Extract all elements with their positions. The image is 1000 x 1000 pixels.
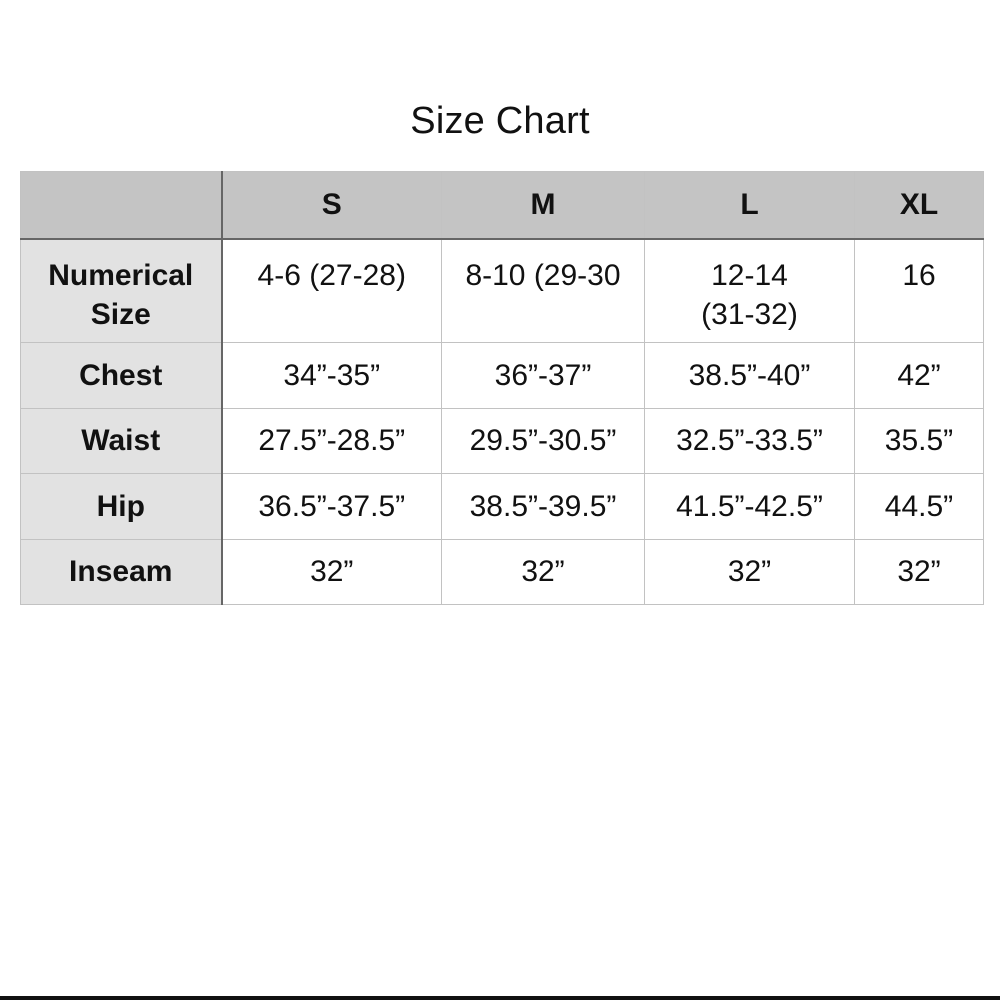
table-row-waist [21,408,984,474]
table-cell: 41.5”-42.5” [645,474,855,540]
corner-cell [21,172,222,239]
table-cell: 35.5” [855,408,984,474]
row-header-chest: Chest [21,343,222,409]
cell-line: 4-6 (27-28) [257,258,406,292]
table-cell: 36.5”-37.5” [222,474,442,540]
table-cell: 32” [442,539,645,605]
page-title: Size Chart [410,100,590,142]
table-cell [645,239,855,343]
row-header-line: Numerical [48,258,194,292]
table-cell: 32” [645,539,855,605]
table-cell: 32” [222,539,442,605]
header-row [21,172,984,239]
row-header-inseam: Inseam [21,539,222,605]
cell-line: 12-14 [711,258,788,292]
size-chart-table [20,171,984,605]
column-header-s: S [222,172,442,239]
row-header-waist: Waist [21,408,222,474]
table-cell [442,239,645,343]
table-cell: 38.5”-39.5” [442,474,645,540]
table-cell: 44.5” [855,474,984,540]
table-cell: 36”-37” [442,343,645,409]
table-row-inseam [21,539,984,605]
table-cell: 32” [855,539,984,605]
row-header-line: Size [90,297,151,331]
row-header-numerical-size [21,239,222,343]
table-row-chest [21,343,984,409]
column-header-m: M [442,172,645,239]
column-header-xl: XL [855,172,984,239]
table-cell [222,239,442,343]
column-header-l: L [645,172,855,239]
table-cell: 38.5”-40” [645,343,855,409]
cell-line: 16 [902,258,936,292]
cell-line: (31-32) [701,297,798,331]
cell-line: 8-10 (29-30 [465,258,621,292]
table-cell: 29.5”-30.5” [442,408,645,474]
table-cell: 42” [855,343,984,409]
bottom-border-line [0,996,1000,1000]
table-row-numerical-size [21,239,984,343]
table-cell: 32.5”-33.5” [645,408,855,474]
table-cell [855,239,984,343]
table-cell: 27.5”-28.5” [222,408,442,474]
table-cell: 34”-35” [222,343,442,409]
table-row-hip [21,474,984,540]
row-header-hip: Hip [21,474,222,540]
